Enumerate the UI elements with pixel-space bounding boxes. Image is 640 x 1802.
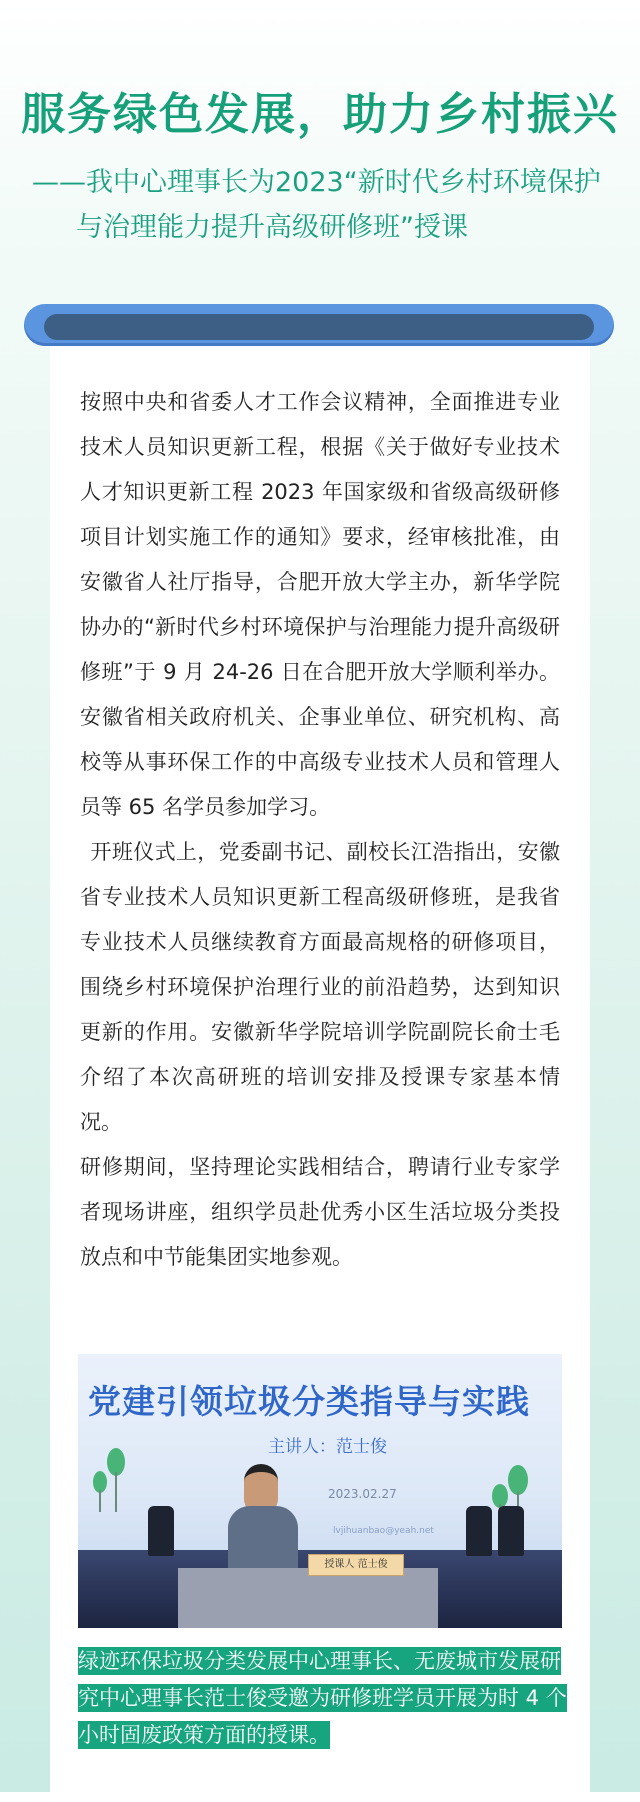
screen-speaker-text: 主讲人：范士俊 <box>268 1437 387 1457</box>
article-subtitle-line-2: 与治理能力提升高级研修班”授课 <box>76 212 468 243</box>
paragraph-training-period: 研修期间，坚持理论实践相结合，聘请行业专家学者现场讲座，组织学员赴优秀小区生活垃圾分类投放点和中节能集团实地参观。 <box>80 1155 560 1269</box>
screen-date-text: 2023.02.27 <box>328 1487 397 1501</box>
screen-banner-text: 党建引领垃圾分类指导与实践 <box>88 1382 530 1421</box>
speaker-nameplate: 授课人 范士俊 <box>308 1554 404 1576</box>
speaker-figure <box>228 1464 298 1574</box>
paragraph-intro: 按照中央和省委人才工作会议精神，全面推进专业技术人员知识更新工程，根据《关于做好专业技术人才知识更新工程 2023 年国家级和省级高级研修项目计划实施工作的通知》要求，经审核批准，由安徽省人社厅指导，合肥开放大学主办，新华学院协办的“新时代乡村环境保护与治理能力提升高级研修班”于 9 月 24-26 日在合肥开放大学顺利举办。安徽省相关政府机关、企事业单位、研究机构、高校等从事环保工作的中高级专业技术人员和管理人员等 65 名学员参加学习。 <box>80 390 560 819</box>
article-subtitle-line-1: ——我中心理事长为2023“新时代乡村环境保护 <box>32 167 601 198</box>
screen-email-text: lvjihuanbao@yeah.net <box>333 1526 434 1536</box>
article-body <box>80 380 560 1280</box>
chair-right-2 <box>498 1506 524 1556</box>
photo-caption <box>78 1643 568 1754</box>
photo-caption-text: 绿迹环保垃圾分类发展中心理事长、无废城市发展研究中心理事长范士俊受邀为研修班学员开展为时 4 个小时固废政策方面的授课。 <box>78 1649 567 1747</box>
paragraph-opening-ceremony: 开班仪式上，党委副书记、副校长江浩指出，安徽省专业技术人员知识更新工程高级研修班，是我省专业技术人员继续教育方面最高规格的研修项目，围绕乡村环境保护治理行业的前沿趋势，达到知识更新的作用。安徽新华学院培训学院副院长俞士毛介绍了本次高研班的培训安排及授课专家基本情况。 <box>80 840 560 1134</box>
speaker-torso <box>228 1506 298 1576</box>
article-title: 服务绿色发展，助力乡村振兴 <box>21 89 619 140</box>
lecture-photo <box>78 1354 562 1628</box>
chair-left <box>148 1506 174 1556</box>
chair-right-1 <box>466 1506 492 1556</box>
lecture-desk <box>178 1568 438 1628</box>
scroll-roller-inner <box>44 314 594 340</box>
